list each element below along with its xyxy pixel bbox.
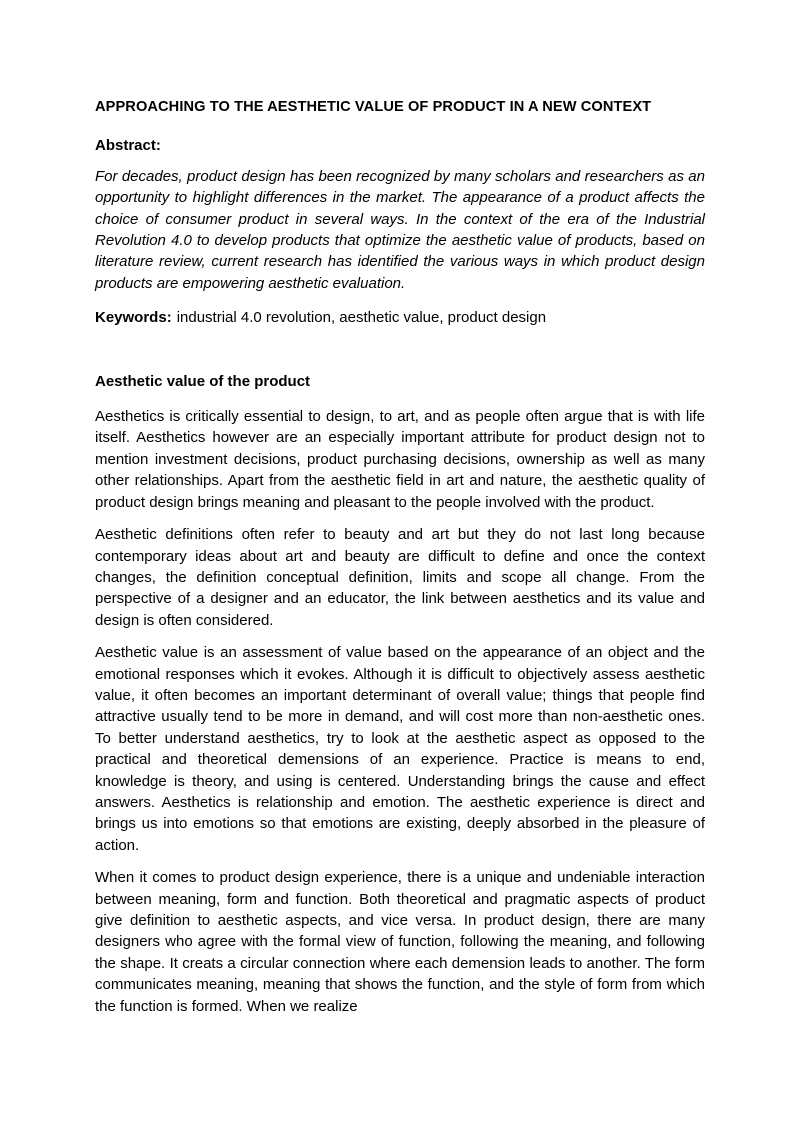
keywords-text: industrial 4.0 revolution, aesthetic value, product design [176, 309, 547, 327]
keywords-label: Keywords: [95, 309, 172, 327]
abstract-label: Abstract: [95, 137, 161, 155]
document-content [95, 97, 705, 1028]
body-paragraph-1: Aesthetics is critically essential to design, to art, and as people often argue that is with life itself. Aesthetics however are an especially important attribute for product design not to mention investment decisions, product purchasing decisions, ownership as well as many other relationships. Apart from the aesthetic field in art and nature, the aesthetic quality of product design brings meaning and pleasant to the people involved with the product. [95, 408, 705, 511]
body-paragraph-3: Aesthetic value is an assessment of value based on the appearance of an object and the emotional responses which it evokes. Although it is difficult to objectively assess aesthetic value, it often becomes an important determinant of overall value; things that people find attractive usually tend to be more in demand, and will cost more than non-aesthetic ones. To better understand aesthetics, try to look at the aesthetic aspect as opposed to the practical and theoretical demensions of an experience. Practice is means to end, knowledge is theory, and using is centered. Understanding brings the cause and effect answers. Aesthetics is relationship and emotion. The aesthetic experience is direct and brings us into emotions so that emotions are existing, deeply absorbed in the pleasure of action. [95, 644, 705, 854]
body-paragraph-2: Aesthetic definitions often refer to beauty and art but they do not last long because contemporary ideas about art and beauty are difficult to define and once the context changes, the definition conceptual definition, limits and scope all change. From the perspective of a designer and an educator, the link between aesthetics and its value and design is often considered. [95, 526, 705, 629]
document-title: APPROACHING TO THE AESTHETIC VALUE OF PRODUCT IN A NEW CONTEXT [95, 99, 652, 115]
keywords-line [95, 307, 705, 328]
abstract-text: For decades, product design has been recognized by many scholars and researchers as an opportunity to highlight differences in the market. The appearance of a product affects the choice of consumer product in several ways. In the context of the era of the Industrial Revolution 4.0 to develop products that optimize the aesthetic value of products, based on literature review, current research has identified the various ways in which product design products are empowering aesthetic evaluation. [95, 167, 705, 292]
section-heading: Aesthetic value of the product [95, 372, 311, 390]
body-paragraph-4: When it comes to product design experience, there is a unique and undeniable interaction between meaning, form and function. Both theoretical and pragmatic aspects of product give definition to aesthetic aspects, and vice versa. In product design, there are many designers who agree with the formal view of function, following the meaning, and following the shape. It creats a circular connection where each demension leads to another. The form communicates meaning, meaning that shows the function, and the style of form from which the function is formed. When we realize [95, 869, 705, 1015]
